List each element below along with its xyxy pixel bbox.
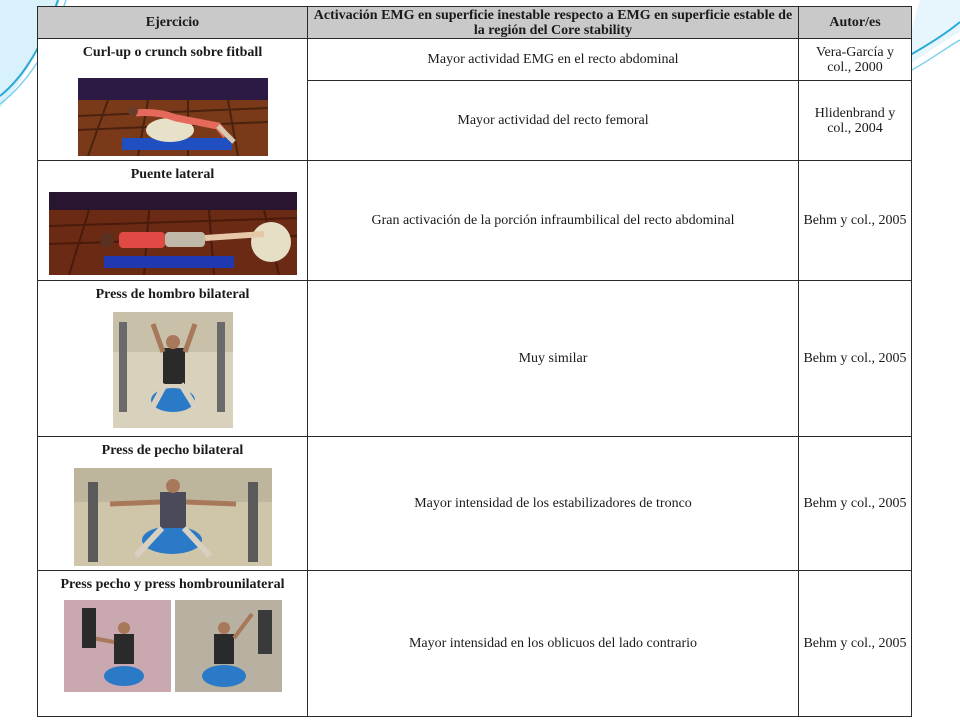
result-cell: Muy similar [308,281,799,437]
exercise-name: Press de hombro bilateral [95,287,250,302]
exercise-cell-shoulder-press [38,281,308,437]
result-cell: Mayor intensidad de los estabilizadores de tronco [308,437,799,571]
table-row [38,39,912,81]
exercise-name: Curl-up o crunch sobre fitball [82,45,263,60]
result-cell: Gran activación de la porción infraumbilical del recto abdominal [308,161,799,281]
author-cell: Behm y col., 2005 [799,571,912,717]
result-cell: Mayor actividad EMG en el recto abdominal [308,39,799,81]
result-cell: Mayor actividad del recto femoral [308,81,799,161]
exercise-cell-chest-press [38,437,308,571]
exercise-cell-bridge [38,161,308,281]
curlup-fitball-photo [78,78,268,156]
exercise-name: Press de pecho bilateral [101,443,244,458]
result-cell: Mayor intensidad en los oblicuos del lado contrario [308,571,799,717]
side-bridge-photo [49,192,297,275]
shoulder-press-photo [113,312,233,428]
header-activation: Activación EMG en superficie inestable respecto a EMG en superficie estable de la región del Core stability [308,7,799,39]
exercise-name: Puente lateral [130,167,215,182]
author-cell: Hlidenbrand y col., 2004 [799,81,912,161]
author-cell: Behm y col., 2005 [799,281,912,437]
table-row [38,437,912,571]
table-row [38,281,912,437]
emg-table [37,6,912,717]
header-authors: Autor/es [799,7,912,39]
chest-press-photo [74,468,272,566]
table-row [38,571,912,717]
author-cell: Behm y col., 2005 [799,161,912,281]
exercise-cell-curlup [38,39,308,161]
header-exercise: Ejercicio [38,7,308,39]
author-cell: Vera-García y col., 2000 [799,39,912,81]
exercise-cell-unilateral-press [38,571,308,717]
table-row [38,161,912,281]
table-header-row [38,7,912,39]
unilateral-press-photo [64,600,282,692]
exercise-name: Press pecho y press hombrounilateral [60,577,285,592]
author-cell: Behm y col., 2005 [799,437,912,571]
